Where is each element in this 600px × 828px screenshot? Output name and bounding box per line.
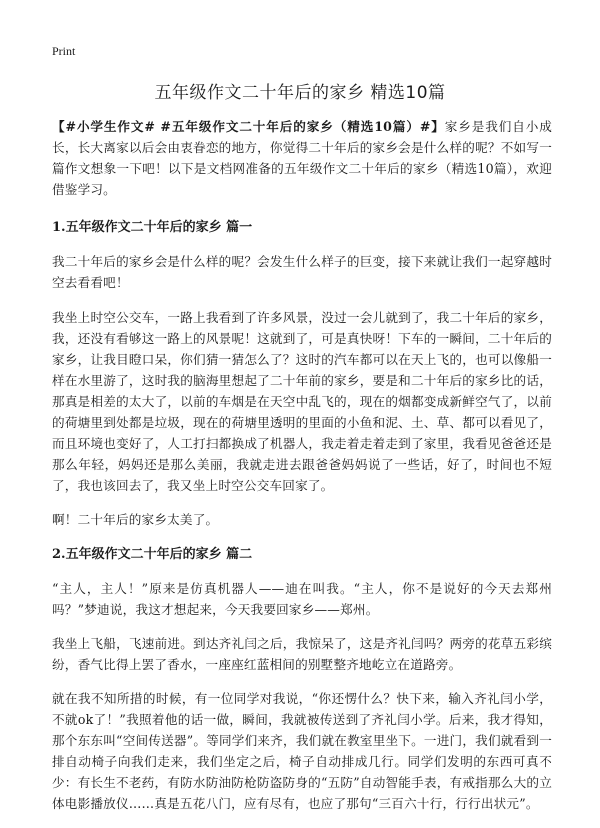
print-label: Print (52, 44, 76, 58)
section-1-paragraph-3: 啊！二十年后的家乡太美了。 (52, 512, 219, 527)
intro-paragraph (52, 116, 552, 200)
section-2-paragraph-3: 就在我不知所措的时候，有一位同学对我说，“你还愣什么？快下来，输入齐礼闫小学，不就ok了！”我照着他的话一做，瞬间，我就被传送到了齐礼闫小学。后来，我才得知，那个东东叫“空间传送器”。等同学们来齐，我们就在教室里坐下。一进门，我们就看到一排自动椅子向我们走来，我们坐定之后，椅子自动排成几行。同学们发明的东西可真不少：有长生不老药，有防水防油防枪防盗防身的“五防”自动智能手表，有戒指那么大的立体电影播放仪……真是五花八门，应有尽有，也应了那句“三百六十行，行行出状元”。 (52, 691, 552, 811)
section-1-paragraph-1: 我二十年后的家乡会是什么样的呢？会发生什么样子的巨变，接下来就让我们一起穿越时空去看看吧！ (52, 254, 552, 290)
article-body (52, 116, 552, 827)
intro-text: 家乡是我们自小成长，长大离家以后会由衷眷恋的地方，你觉得二十年后的家乡会是什么样的呢？不如写一篇作文想象一下吧！以下是文档网准备的五年级作文二十年后的家乡（精选10篇），欢迎借鉴学习。 (52, 119, 552, 197)
section-2-heading: 2.五年级作文二十年后的家乡 篇二 (52, 547, 253, 562)
section-2-paragraph-2: 我坐上飞船，飞速前进。到达齐礼闫之后，我惊呆了，这是齐礼闫吗？两旁的花草五彩缤纷，香气比得上罢了香水，一座座红蓝相间的别墅整齐地屹立在道路旁。 (52, 636, 552, 672)
section-1-heading: 1.五年级作文二十年后的家乡 篇一 (52, 220, 253, 235)
intro-tag: 【#小学生作文# #五年级作文二十年后的家乡（精选10篇）#】 (52, 119, 445, 134)
section-1-paragraph-2: 我坐上时空公交车，一路上我看到了许多风景，没过一会儿就到了，我二十年后的家乡，我，还没有看够这一路上的风景呢！这就到了，可是真快呀！下车的一瞬间，二十年后的家乡，让我目瞪口呆，你们猜一猜怎么了？这时的汽车都可以在天上飞的，也可以像船一样在水里游了，这时我的脑海里想起了二十年前的家乡，要是和二十年后的家乡比的话，那真是相差的太大了，以前的车烟是在天空中乱飞的，现在的烟都变成新鲜空气了，以前的荷塘里到处都是垃圾，现在的荷塘里透明的里面的小鱼和泥、土、草、都可以看见了，而且环境也变好了，人工打扫都换成了机器人，我走着走着走到了家里，我看见爸爸还是那么年轻，妈妈还是那么美丽，我就走进去跟爸爸妈妈说了一些话，好了，时间也不短了，我也该回去了，我又坐上时空公交车回家了。 (52, 310, 552, 493)
section-2-paragraph-1: “主人，主人！”原来是仿真机器人——迪在叫我。“主人，你不是说好的今天去郑州吗？”梦迪说，我这才想起来，今天我要回家乡——郑州。 (52, 581, 552, 617)
page-title: 五年级作文二十年后的家乡 精选10篇 (154, 83, 446, 103)
